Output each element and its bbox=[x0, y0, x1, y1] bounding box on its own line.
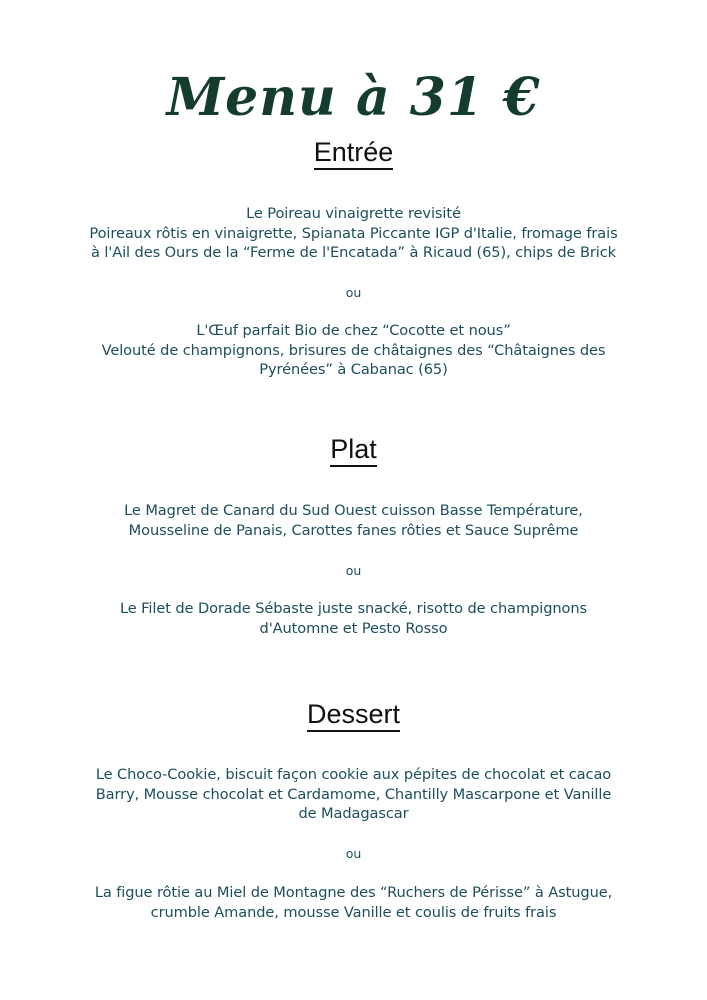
dish-name: Le Choco-Cookie, biscuit façon cookie aux pépites de chocolat et cacao bbox=[95, 766, 612, 783]
dish-name: Le Magret de Canard du Sud Ouest cuisson Basse Température, bbox=[124, 502, 583, 519]
dish-dessert-1 bbox=[40, 765, 667, 824]
dish-name: L'Œuf parfait Bio de chez “Cocotte et nous” bbox=[196, 322, 511, 339]
menu-title: Menu à 31 € bbox=[166, 66, 541, 128]
dish-plat-2 bbox=[40, 599, 667, 638]
section-heading-plat-label: Plat bbox=[330, 434, 377, 467]
section-heading-plat bbox=[0, 432, 707, 466]
dish-description-line: à l'Ail des Ours de la “Ferme de l'Encatada” à Ricaud (65), chips de Brick bbox=[90, 244, 617, 261]
dish-dessert-2 bbox=[40, 883, 667, 922]
section-heading-entree bbox=[0, 135, 707, 169]
section-heading-entree-label: Entrée bbox=[314, 137, 394, 170]
dish-description-line: Barry, Mousse chocolat et Cardamome, Chantilly Mascarpone et Vanille bbox=[95, 785, 612, 803]
dish-description-line: d'Automne et Pesto Rosso bbox=[259, 619, 448, 637]
dish-description-line: Velouté de champignons, brisures de châtaignes des “Châtaignes des bbox=[101, 341, 606, 359]
dish-description-line: crumble Amande, mousse Vanille et coulis de fruits frais bbox=[150, 903, 557, 921]
dish-name: Le Filet de Dorade Sébaste juste snacké, risotto de champignons bbox=[119, 600, 587, 617]
dish-name: La figue rôtie au Miel de Montagne des “Ruchers de Périsse” à Astugue, bbox=[94, 884, 613, 901]
dish-entree-1 bbox=[40, 204, 667, 263]
dish-plat-1 bbox=[40, 501, 667, 540]
dish-name: Le Poireau vinaigrette revisité bbox=[246, 205, 461, 222]
dish-description-line: Poireaux rôtis en vinaigrette, Spianata Piccante IGP d'Italie, fromage frais bbox=[89, 224, 618, 242]
section-heading-dessert-label: Dessert bbox=[307, 699, 400, 732]
section-heading-dessert bbox=[0, 697, 707, 731]
dish-description-line: Pyrénées” à Cabanac (65) bbox=[259, 361, 448, 378]
or-separator: ou bbox=[345, 285, 362, 300]
or-separator: ou bbox=[345, 563, 362, 578]
dish-entree-2 bbox=[40, 321, 667, 380]
dish-description-line: Mousseline de Panais, Carottes fanes rôties et Sauce Suprême bbox=[128, 521, 579, 539]
dish-description-line: de Madagascar bbox=[298, 805, 409, 822]
or-separator: ou bbox=[345, 846, 362, 861]
